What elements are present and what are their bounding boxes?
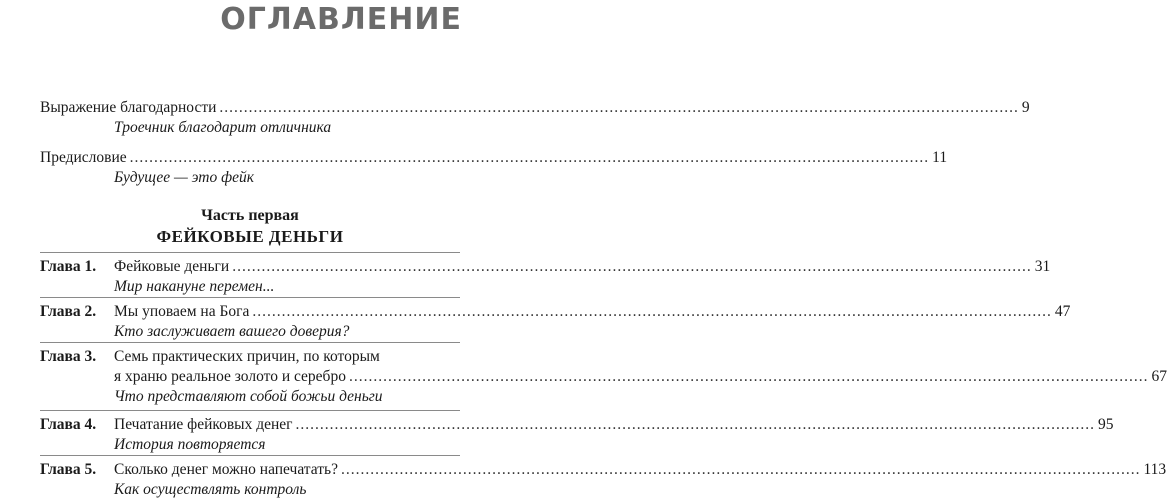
chapter-divider <box>40 410 460 411</box>
page-number: 67 <box>1151 368 1167 385</box>
page-number: 11 <box>932 149 948 166</box>
entry-title: Печатание фейковых денег <box>114 416 293 433</box>
chapter-number: Глава 4. <box>40 416 97 433</box>
entry-subtitle: История повторяется <box>114 436 266 453</box>
entry-subtitle: Будущее — это фейк <box>114 169 255 186</box>
chapter-divider <box>40 297 460 298</box>
chapter-divider <box>40 455 460 456</box>
entry-title: Мы уповаем на Бога <box>114 303 250 320</box>
entry-title: Сколько денег можно напечатать? <box>114 461 338 478</box>
toc-entry-preface[interactable] <box>40 148 948 188</box>
page-number: 113 <box>1143 461 1167 478</box>
entry-title: Выражение благодарности <box>40 99 217 116</box>
page-number: 9 <box>1021 99 1030 116</box>
entry-subtitle: Мир накануне перемен... <box>114 278 275 295</box>
toc-entry-chapter-3[interactable] <box>40 347 1167 407</box>
leader-dots <box>296 415 1096 435</box>
part-label: Часть первая <box>201 207 299 224</box>
entry-subtitle: Как осуществлять контроль <box>114 481 307 498</box>
page-number: 31 <box>1034 258 1051 275</box>
toc-entry-chapter-4[interactable] <box>40 415 1114 455</box>
toc-entry-chapter-5[interactable] <box>40 460 1167 500</box>
part-heading <box>40 206 460 248</box>
leader-dots <box>232 257 1032 277</box>
chapter-number: Глава 5. <box>40 461 97 478</box>
entry-title: я храню реальное золото и серебро <box>114 368 346 385</box>
entry-title-line: Семь практических причин, по которым <box>114 348 380 365</box>
page-number: 95 <box>1098 416 1114 433</box>
leader-dots <box>219 98 1019 118</box>
leader-dots <box>252 302 1052 322</box>
entry-subtitle: Троечник благодарит отличника <box>114 119 332 136</box>
entry-title: Предисловие <box>40 149 127 166</box>
toc-entry-chapter-2[interactable] <box>40 302 1071 342</box>
chapter-number: Глава 2. <box>40 303 97 320</box>
chapter-number: Глава 3. <box>40 348 97 365</box>
toc-heading: ОГЛАВЛЕНИЕ <box>220 2 462 37</box>
toc-entry-chapter-1[interactable] <box>40 257 1051 297</box>
chapter-number: Глава 1. <box>40 258 97 275</box>
leader-dots <box>130 148 930 168</box>
part-title: ФЕЙКОВЫЕ ДЕНЬГИ <box>156 227 344 246</box>
page-number: 47 <box>1054 303 1071 320</box>
toc-entry-acknowledgements[interactable] <box>40 98 1030 138</box>
leader-dots <box>341 460 1141 480</box>
entry-subtitle: Что представляют собой божьи деньги <box>114 388 383 405</box>
entry-title: Фейковые деньги <box>114 258 230 275</box>
chapter-divider <box>40 342 460 343</box>
chapter-divider <box>40 252 460 253</box>
leader-dots <box>349 367 1149 387</box>
entry-subtitle: Кто заслуживает вашего доверия? <box>114 323 350 340</box>
